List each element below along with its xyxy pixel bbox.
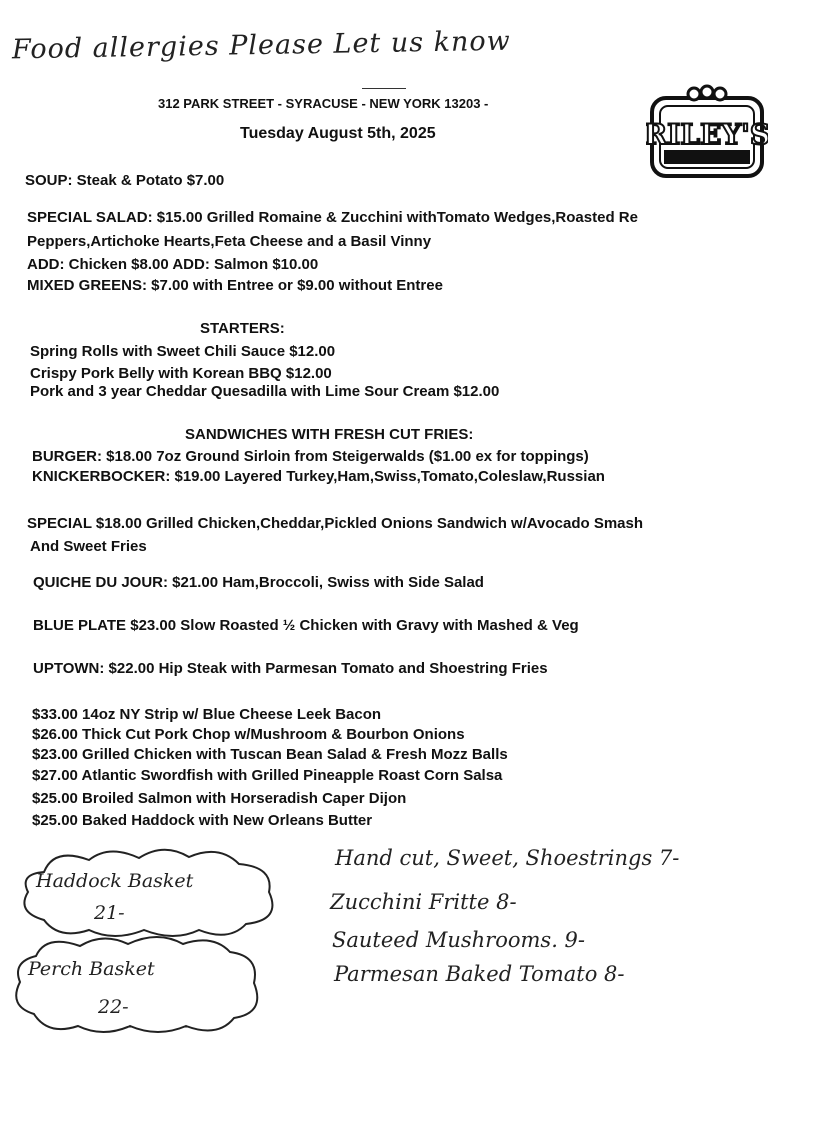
menu-line: $33.00 14oz NY Strip w/ Blue Cheese Leek Bacon bbox=[32, 706, 382, 723]
menu-line: $23.00 Grilled Chicken with Tuscan Bean Salad & Fresh Mozz Balls bbox=[32, 746, 508, 763]
menu-line: SPECIAL $18.00 Grilled Chicken,Cheddar,Pickled Onions Sandwich w/Avocado Smash bbox=[27, 515, 644, 532]
menu-line: Crispy Pork Belly with Korean BBQ $12.00 bbox=[30, 365, 332, 382]
menu-line: $25.00 Broiled Salmon with Horseradish Caper Dijon bbox=[32, 790, 407, 807]
perch-basket-name: Perch Basket bbox=[28, 958, 155, 980]
menu-line: $25.00 Baked Haddock with New Orleans Butter bbox=[32, 812, 373, 829]
side-mushrooms: Sauteed Mushrooms. 9- bbox=[332, 928, 585, 952]
menu-line: MIXED GREENS: $7.00 with Entree or $9.00 without Entree bbox=[27, 277, 443, 294]
haddock-basket-price: 21- bbox=[94, 902, 125, 924]
menu-line: STARTERS: bbox=[200, 320, 285, 337]
menu-line: QUICHE DU JOUR: $21.00 Ham,Broccoli, Swiss with Side Salad bbox=[33, 574, 484, 591]
menu-date: Tuesday August 5th, 2025 bbox=[240, 125, 436, 142]
side-fries: Hand cut, Sweet, Shoestrings 7- bbox=[335, 846, 680, 870]
menu-line: SANDWICHES WITH FRESH CUT FRIES: bbox=[185, 426, 474, 443]
address-divider bbox=[362, 88, 406, 89]
menu-line: BURGER: $18.00 7oz Ground Sirloin from Steigerwalds ($1.00 ex for toppings) bbox=[32, 448, 589, 465]
rileys-logo-icon bbox=[646, 84, 768, 182]
menu-line: Peppers,Artichoke Hearts,Feta Cheese and a Basil Vinny bbox=[27, 233, 432, 250]
logo-text: RILEY'S bbox=[646, 118, 768, 151]
menu-line: SPECIAL SALAD: $15.00 Grilled Romaine & Zucchini withTomato Wedges,Roasted Re bbox=[27, 209, 638, 226]
address: 312 PARK STREET - SYRACUSE - NEW YORK 13203 - bbox=[158, 96, 489, 111]
allergy-note: Food allergies Please Let us know bbox=[11, 25, 512, 66]
menu-line: UPTOWN: $22.00 Hip Steak with Parmesan Tomato and Shoestring Fries bbox=[33, 660, 548, 677]
haddock-basket-name: Haddock Basket bbox=[36, 870, 194, 892]
menu-line: KNICKERBOCKER: $19.00 Layered Turkey,Ham,Swiss,Tomato,Coleslaw,Russian bbox=[32, 468, 605, 485]
menu-line: $27.00 Atlantic Swordfish with Grilled Pineapple Roast Corn Salsa bbox=[32, 767, 503, 784]
side-zucchini: Zucchini Fritte 8- bbox=[330, 890, 517, 914]
menu-line: $26.00 Thick Cut Pork Chop w/Mushroom & Bourbon Onions bbox=[32, 726, 465, 743]
haddock-basket-cloud bbox=[14, 842, 284, 942]
perch-basket-price: 22- bbox=[98, 996, 129, 1018]
menu-line: ADD: Chicken $8.00 ADD: Salmon $10.00 bbox=[27, 256, 319, 273]
menu-line: Spring Rolls with Sweet Chili Sauce $12.00 bbox=[30, 343, 336, 360]
menu-line: And Sweet Fries bbox=[30, 538, 147, 555]
side-tomato: Parmesan Baked Tomato 8- bbox=[334, 962, 625, 986]
perch-basket-cloud bbox=[8, 928, 266, 1040]
menu-line: Pork and 3 year Cheddar Quesadilla with Lime Sour Cream $12.00 bbox=[30, 383, 500, 400]
menu-line: SOUP: Steak & Potato $7.00 bbox=[25, 172, 225, 189]
menu-line: BLUE PLATE $23.00 Slow Roasted ½ Chicken with Gravy with Mashed & Veg bbox=[33, 617, 579, 634]
